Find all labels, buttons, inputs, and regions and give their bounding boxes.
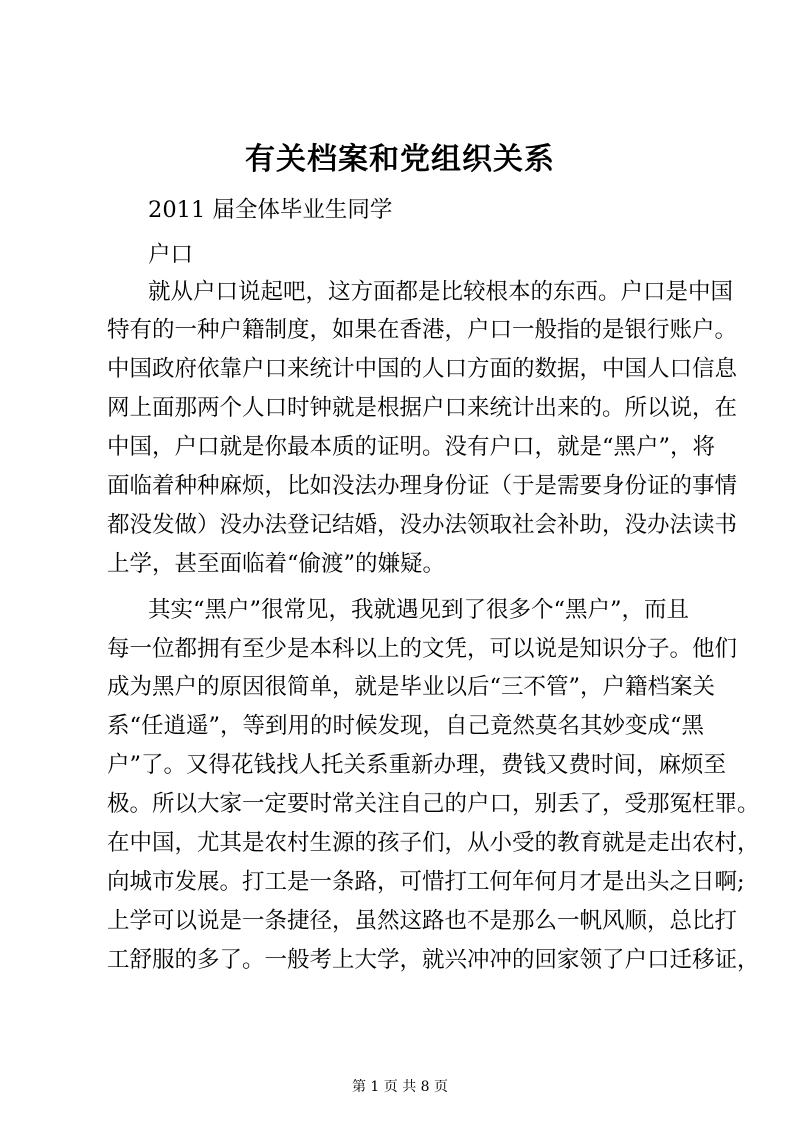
body-line: 都没发做）没办法登记结婚，没办法领取社会补助，没办法读书 [107,512,738,538]
body-line: 每一位都拥有至少是本科以上的文凭，可以说是知识分子。他们 [107,636,738,662]
body-line: 就从户口说起吧，这方面都是比较根本的东西。户口是中国 [148,279,734,305]
body-line: 户口 [148,242,194,268]
page-footer: 第 1 页 共 8 页 [351,1079,449,1095]
body-line: 2011 届全体毕业生同学 [148,197,393,223]
body-line: 成为黑户的原因很简单，就是毕业以后“三不管”，户籍档案关 [107,674,716,700]
body-line: 网上面那两个人口时钟就是根据户口来统计出来的。所以说，在 [107,395,738,421]
body-line: 上学可以说是一条捷径，虽然这路也不是那么一帆风顺，总比打 [107,908,738,934]
document-title: 有关档案和党组织关系 [245,142,555,177]
body-line: 户”了。又得花钱找人托关系重新办理，费钱又费时间，麻烦至 [107,752,727,778]
body-line: 向城市发展。打工是一条路，可惜打工何年何月才是出头之日啊; [107,869,745,895]
body-line: 中国，户口就是你最本质的证明。没有户口，就是“黑户”，将 [107,434,716,460]
body-line: 中国政府依靠户口来统计中国的人口方面的数据，中国人口信息 [107,356,738,382]
body-line: 工舒服的多了。一般考上大学，就兴冲冲的回家领了户口迁移证， [107,947,760,973]
body-line: 其实“黑户”很常见，我就遇见到了很多个“黑户”，而且 [148,597,690,623]
body-line: 在中国，尤其是农村生源的孩子们，从小受的教育就是走出农村， [107,830,760,856]
body-line: 特有的一种户籍制度，如果在香港，户口一般指的是银行账户。 [107,317,738,343]
body-line: 上学，甚至面临着“偷渡”的嫌疑。 [107,551,446,577]
body-line: 极。所以大家一定要时常关注自己的户口，别丢了，受那冤枉罪。 [107,791,760,817]
body-line: 系“任逍遥”，等到用的时候发现，自己竟然莫名其妙变成“黑 [107,713,705,739]
body-line: 面临着种种麻烦，比如没法办理身份证（于是需要身份证的事情 [107,473,738,499]
